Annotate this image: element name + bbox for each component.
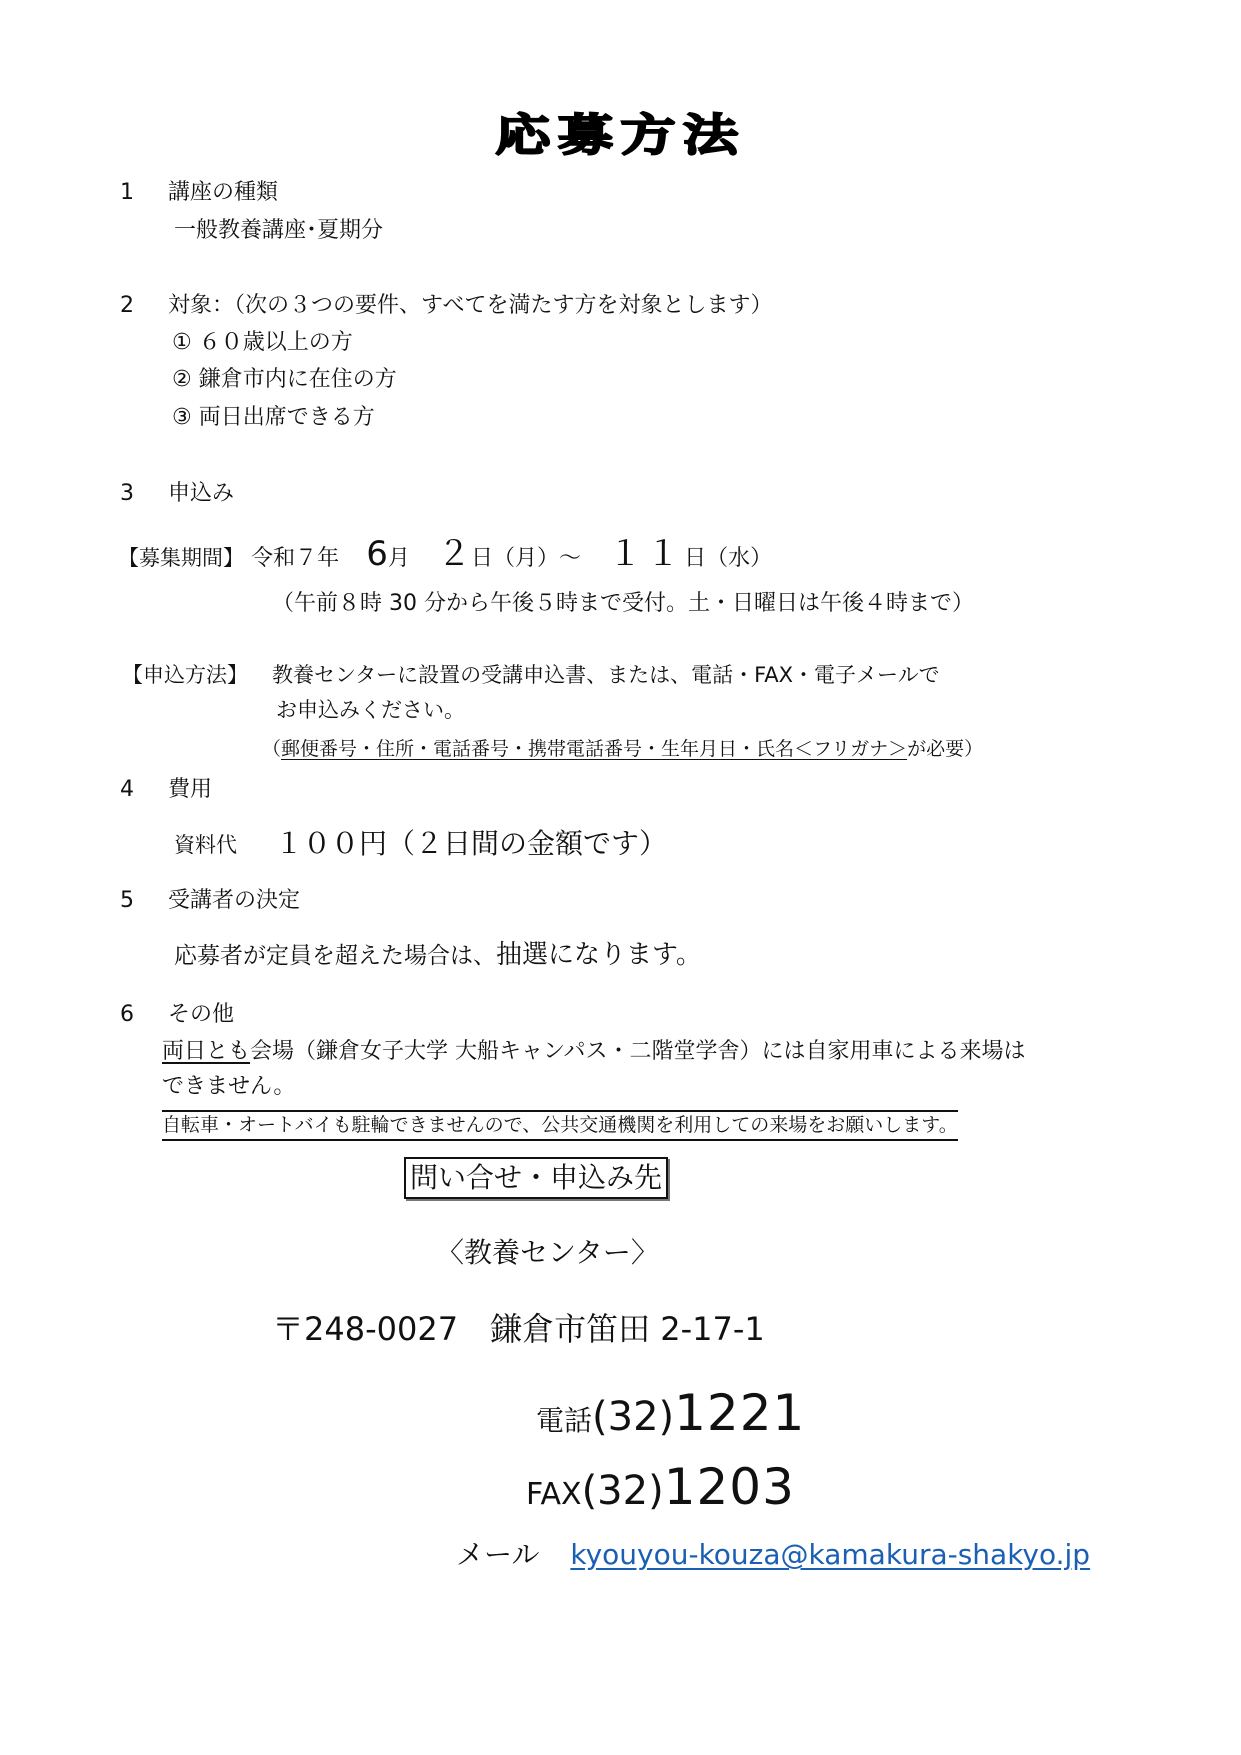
contact-organization: 〈教養センター〉	[436, 1236, 659, 1269]
phone-number: 1221	[674, 1384, 806, 1442]
period-end-day-unit: 日（水）	[684, 546, 773, 571]
contact-heading	[404, 1157, 668, 1199]
period-year: 令和７年	[251, 546, 340, 571]
reception-hours-note: （午前８時 30 分から午後５時まで受付。土・日曜日は午後４時まで）	[272, 591, 974, 616]
section-4-heading: 費用	[168, 777, 213, 802]
contact-fax	[526, 1457, 795, 1517]
section-6-number: 6	[120, 1002, 134, 1027]
section-1-heading: 講座の種類	[168, 180, 279, 205]
phone-label: 電話	[536, 1404, 593, 1437]
period-start-month: 6	[366, 534, 388, 574]
section-3-number: 3	[120, 481, 134, 506]
period-start-day: ２	[436, 534, 471, 574]
selection-note-b: 抽選になります。	[496, 940, 702, 970]
method-line-1: 教養センターに設置の受講申込書、または、電話・FAX・電子メールで	[272, 663, 940, 687]
required-info-note	[262, 738, 983, 761]
section-1-number: 1	[120, 180, 134, 205]
other-note-line-2: できません。	[162, 1074, 296, 1099]
required-info-list: 郵便番号・住所・電話番号・携帯電話番号・生年月日・氏名＜フリガナ＞	[281, 738, 908, 760]
required-close: が必要）	[907, 738, 984, 760]
section-6-heading: その他	[168, 1002, 235, 1027]
period-end-day: １１	[608, 534, 685, 574]
section-5-heading: 受講者の決定	[168, 888, 301, 913]
page-title: 応募方法	[495, 110, 746, 161]
application-period	[118, 534, 772, 575]
period-start-day-unit: 日（月）～	[470, 546, 581, 571]
fax-label: FAX	[526, 1477, 582, 1512]
fax-area-code: (32)	[581, 1468, 664, 1514]
method-label: 【申込方法】	[122, 663, 248, 687]
selection-note-a: 応募者が定員を超えた場合は、	[174, 943, 496, 969]
fee-amount: １００円（２日間の金額です）	[275, 827, 668, 860]
contact-phone	[536, 1383, 805, 1443]
section-2-number: 2	[120, 293, 134, 318]
requirement-item: ① ６０歳以上の方	[172, 330, 353, 355]
other-note-line-3	[162, 1110, 958, 1141]
section-2-heading: 対象：（次の３つの要件、すべてを満たす方を対象とします）	[168, 293, 773, 318]
other-note-rest: 会場（鎌倉女子大学 大船キャンパス・二階堂学舎）には自家用車による来場は	[250, 1039, 1026, 1064]
required-open: （	[262, 738, 282, 760]
other-note-line-3-text: 自転車・オートバイも駐輪できませんので、公共交通機関を利用しての来場をお願いします。	[162, 1110, 958, 1141]
section-1-body: 一般教養講座･夏期分	[174, 218, 384, 243]
selection-note	[174, 940, 702, 971]
fee-label: 資料代	[174, 833, 237, 857]
period-month-unit: 月	[387, 546, 410, 571]
requirement-item: ③ 両日出席できる方	[172, 405, 375, 430]
email-link[interactable]: kyouyou-kouza@kamakura-shakyo.jp	[570, 1538, 1091, 1571]
contact-address: 〒248-0027 鎌倉市笛田 2-17-1	[272, 1310, 765, 1348]
fax-number: 1203	[663, 1458, 795, 1516]
contact-email	[456, 1538, 1090, 1572]
section-5-number: 5	[120, 888, 134, 913]
period-label: 【募集期間】	[118, 546, 244, 570]
requirement-item: ② 鎌倉市内に在住の方	[172, 367, 397, 392]
other-note-underlined: 両日とも	[162, 1039, 251, 1064]
method-line-2: お申込みください。	[276, 698, 465, 722]
other-note-line-1	[162, 1039, 1025, 1065]
section-4-number: 4	[120, 777, 134, 802]
phone-area-code: (32)	[592, 1394, 675, 1440]
contact-heading-text: 問い合せ・申込み先	[404, 1157, 668, 1199]
email-label: メール	[456, 1538, 540, 1571]
section-3-heading: 申込み	[168, 481, 235, 506]
